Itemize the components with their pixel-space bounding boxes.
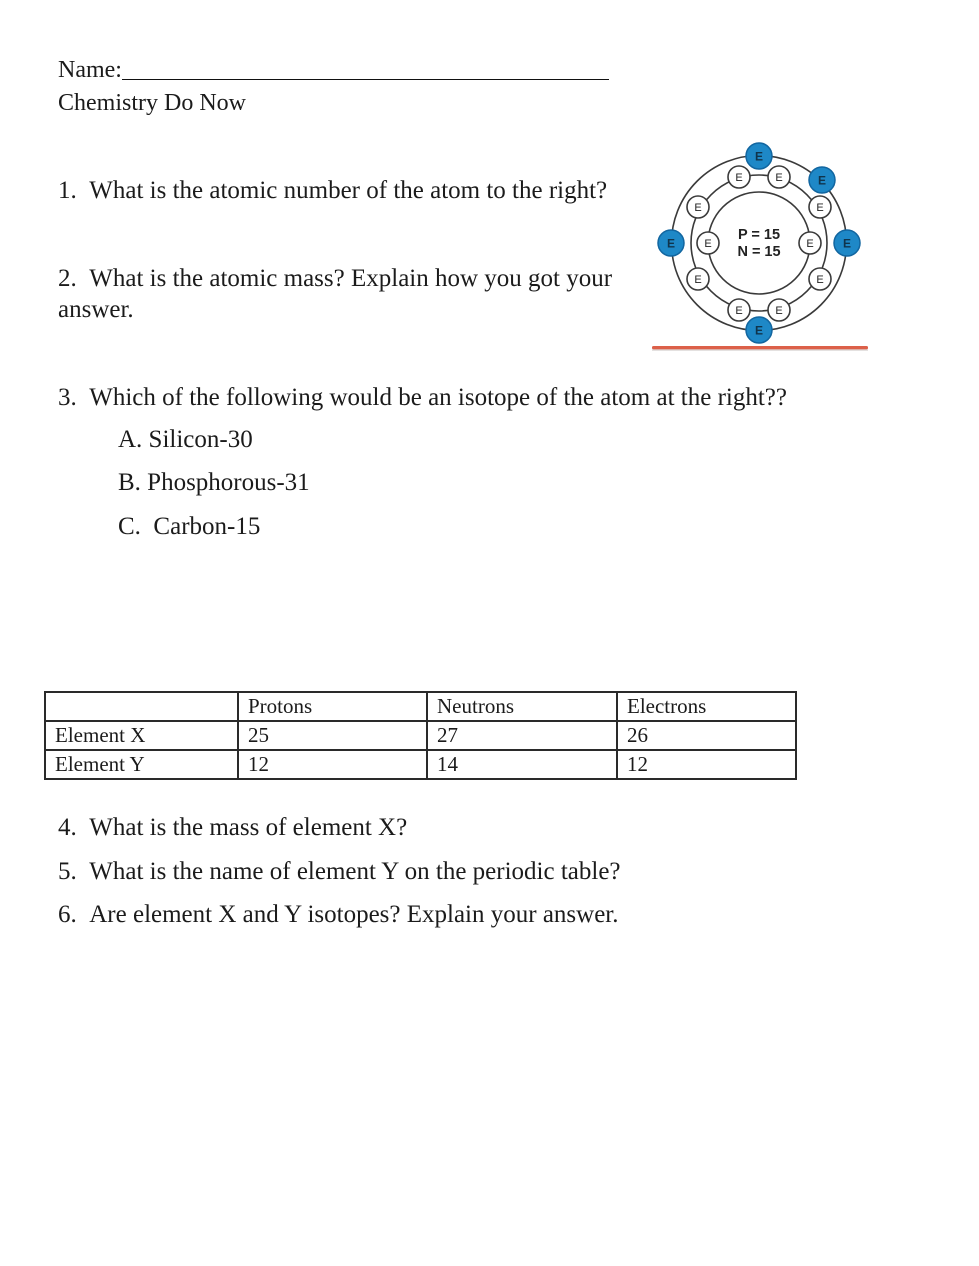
question-3-option-b: B. Phosphorous-31 [118, 469, 310, 496]
question-3-option-a: A. Silicon-30 [118, 426, 253, 453]
question-1: 1. What is the atomic number of the atom to the right? [58, 177, 608, 204]
question-5: 5. What is the name of element Y on the periodic table? [58, 858, 621, 885]
electron-icon [834, 230, 860, 256]
cell-protons: 25 [238, 721, 427, 750]
electron-label: E [754, 323, 764, 338]
cell-electrons: 26 [617, 721, 796, 750]
name-blank-line [122, 62, 609, 80]
electron-icon [768, 166, 790, 188]
atom-diagram-svg [652, 142, 868, 351]
electron-label: E [694, 274, 702, 286]
electron-label: E [666, 236, 676, 251]
electron-label: E [735, 172, 743, 184]
question-3: 3. Which of the following would be an isotope of the atom at the right?? [58, 384, 787, 411]
electron-label: E [775, 305, 783, 317]
electron-label: E [816, 202, 824, 214]
electron-icon [809, 167, 835, 193]
electron-icon [809, 268, 831, 290]
row-label: Element X [45, 721, 238, 750]
electron-icon [768, 299, 790, 321]
electron-label: E [816, 274, 824, 286]
proton-count-label: P = 15 [737, 227, 781, 243]
cell-neutrons: 27 [427, 721, 617, 750]
atom-diagram [652, 142, 868, 351]
question-6: 6. Are element X and Y isotopes? Explain your answer. [58, 901, 619, 928]
table-header-electrons: Electrons [617, 692, 796, 721]
question-2: 2. What is the atomic mass? Explain how you got your answer. [58, 265, 613, 323]
electron-label: E [735, 305, 743, 317]
question-4: 4. What is the mass of element X? [58, 814, 408, 841]
electron-icon [658, 230, 684, 256]
figure-underline [652, 346, 868, 349]
row-label: Element Y [45, 750, 238, 779]
table-row-element-x [45, 721, 796, 750]
nucleus-labels [737, 227, 780, 260]
electron-icon [697, 232, 719, 254]
table-header-neutrons: Neutrons [427, 692, 617, 721]
electron-icon [728, 166, 750, 188]
question-3-option-c: C. Carbon-15 [118, 513, 261, 540]
electron-icon [746, 317, 772, 343]
cell-electrons: 12 [617, 750, 796, 779]
neutron-count-label: N = 15 [737, 244, 781, 260]
figure-underline-shadow [652, 349, 868, 350]
electron-icon [799, 232, 821, 254]
cell-protons: 12 [238, 750, 427, 779]
table-header-protons: Protons [238, 692, 427, 721]
electron-label: E [754, 149, 764, 164]
table-header-empty [45, 692, 238, 721]
name-label: Name: [58, 57, 122, 83]
nucleus-circle [708, 192, 810, 294]
elements-table [44, 691, 797, 780]
table-header-row [45, 692, 796, 721]
name-row [58, 57, 609, 83]
electron-label: E [806, 238, 814, 250]
electron-label: E [704, 238, 712, 250]
page-title: Chemistry Do Now [58, 90, 246, 116]
electron-icon [687, 268, 709, 290]
electron-label: E [694, 202, 702, 214]
electron-label: E [842, 236, 852, 251]
electron-icon [728, 299, 750, 321]
electron-label: E [775, 172, 783, 184]
electron-icon [809, 196, 831, 218]
electron-icon [746, 143, 772, 169]
electron-icon [687, 196, 709, 218]
table-row-element-y [45, 750, 796, 779]
electron-label: E [817, 173, 827, 188]
cell-neutrons: 14 [427, 750, 617, 779]
